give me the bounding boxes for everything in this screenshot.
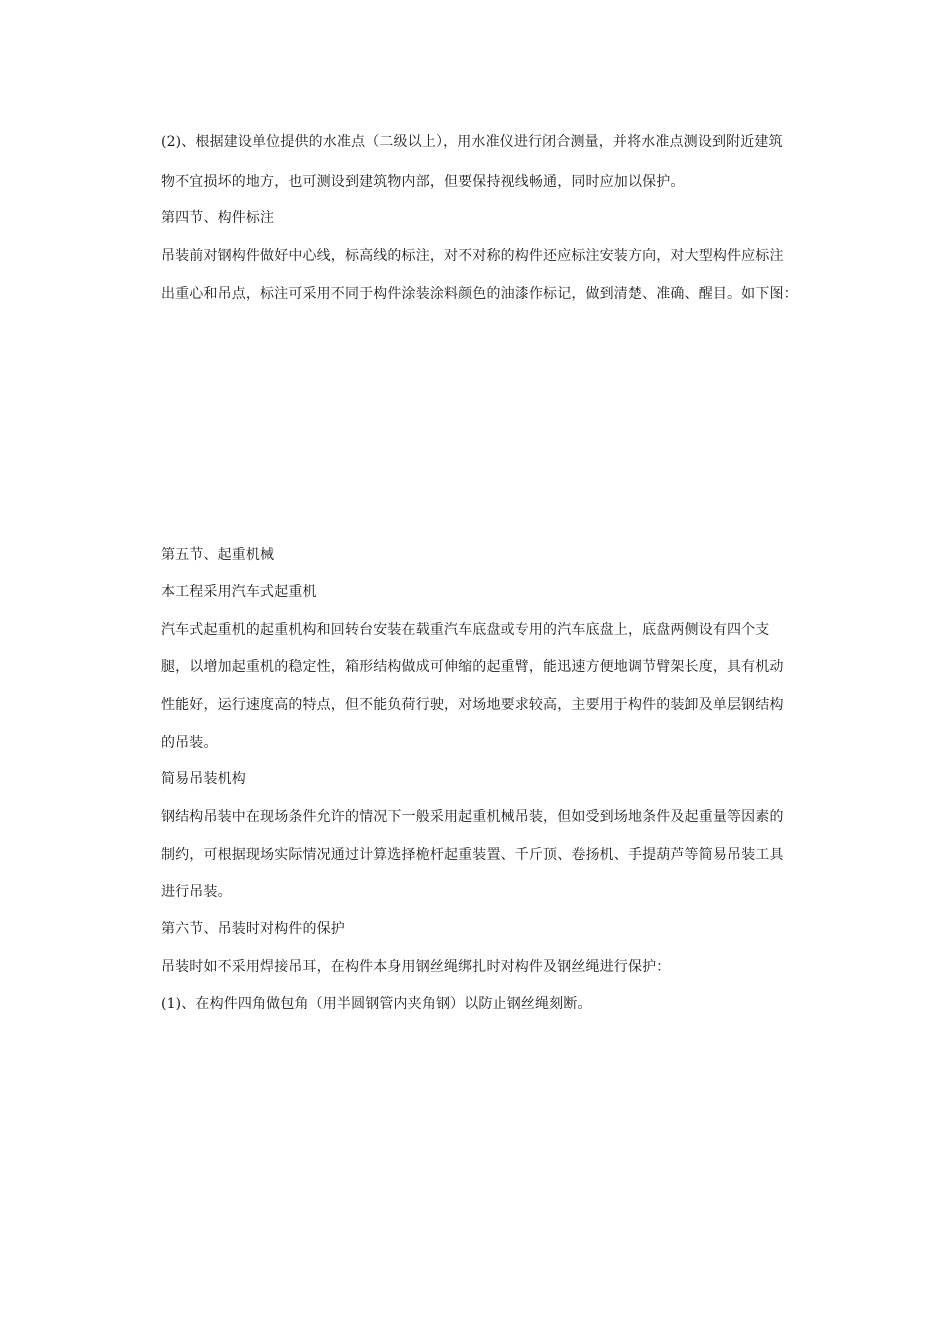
paragraph-leveling-line-2: 物不宜损坏的地方，也可测设到建筑物内部，但要保持视线畅通，同时应加以保护。 bbox=[161, 174, 685, 190]
section-6-heading: 第六节、吊装时对构件的保护 bbox=[161, 921, 345, 937]
section-4-heading: 第四节、构件标注 bbox=[161, 210, 275, 226]
paragraph-marking-line-1: 吊装前对钢构件做好中心线，标高线的标注，对不对称的构件还应标注安装方向，对大型构件应标注 bbox=[161, 248, 784, 264]
paragraph-protection: 吊装时如不采用焊接吊耳，在构件本身用钢丝绳绑扎时对构件及钢丝绳进行保护： bbox=[161, 959, 671, 975]
paragraph-leveling-line-1: (2)、根据建设单位提供的水准点（二级以上），用水准仪进行闭合测量，并将水准点测设到附近建筑 bbox=[161, 134, 783, 150]
section-5-subheading-truck-crane: 本工程采用汽车式起重机 bbox=[161, 584, 317, 600]
section-5-subheading-simple-hoist: 简易吊装机构 bbox=[161, 771, 246, 787]
paragraph-crane-line-2: 腿，以增加起重机的稳定性，箱形结构做成可伸缩的起重臂，能迅速方便地调节臂架长度，具有机动 bbox=[161, 659, 784, 675]
paragraph-hoist-line-1: 钢结构吊装中在现场条件允许的情况下一般采用起重机械吊装，但如受到场地条件及起重量等因素的 bbox=[161, 809, 784, 825]
paragraph-crane-line-1: 汽车式起重机的起重机构和回转台安装在载重汽车底盘或专用的汽车底盘上，底盘两侧设有四个支 bbox=[161, 622, 770, 638]
figure-placeholder bbox=[161, 320, 789, 525]
paragraph-crane-line-3: 性能好，运行速度高的特点，但不能负荷行驶，对场地要求较高，主要用于构件的装卸及单层钢结构 bbox=[161, 697, 784, 713]
paragraph-marking-line-2: 出重心和吊点，标注可采用不同于构件涂装涂料颜色的油漆作标记，做到清楚、准确、醒目。如下图： bbox=[161, 286, 798, 302]
paragraph-hoist-line-2: 制约，可根据现场实际情况通过计算选择桅杆起重装置、千斤顶、卷扬机、手提葫芦等简易吊装工具 bbox=[161, 847, 784, 863]
paragraph-hoist-line-3: 进行吊装。 bbox=[161, 884, 232, 900]
paragraph-protection-item-1: (1)、在构件四角做包角（用半圆钢管内夹角钢）以防止钢丝绳刻断。 bbox=[161, 996, 592, 1012]
paragraph-crane-line-4: 的吊装。 bbox=[161, 735, 218, 751]
section-5-heading: 第五节、起重机械 bbox=[161, 547, 275, 563]
